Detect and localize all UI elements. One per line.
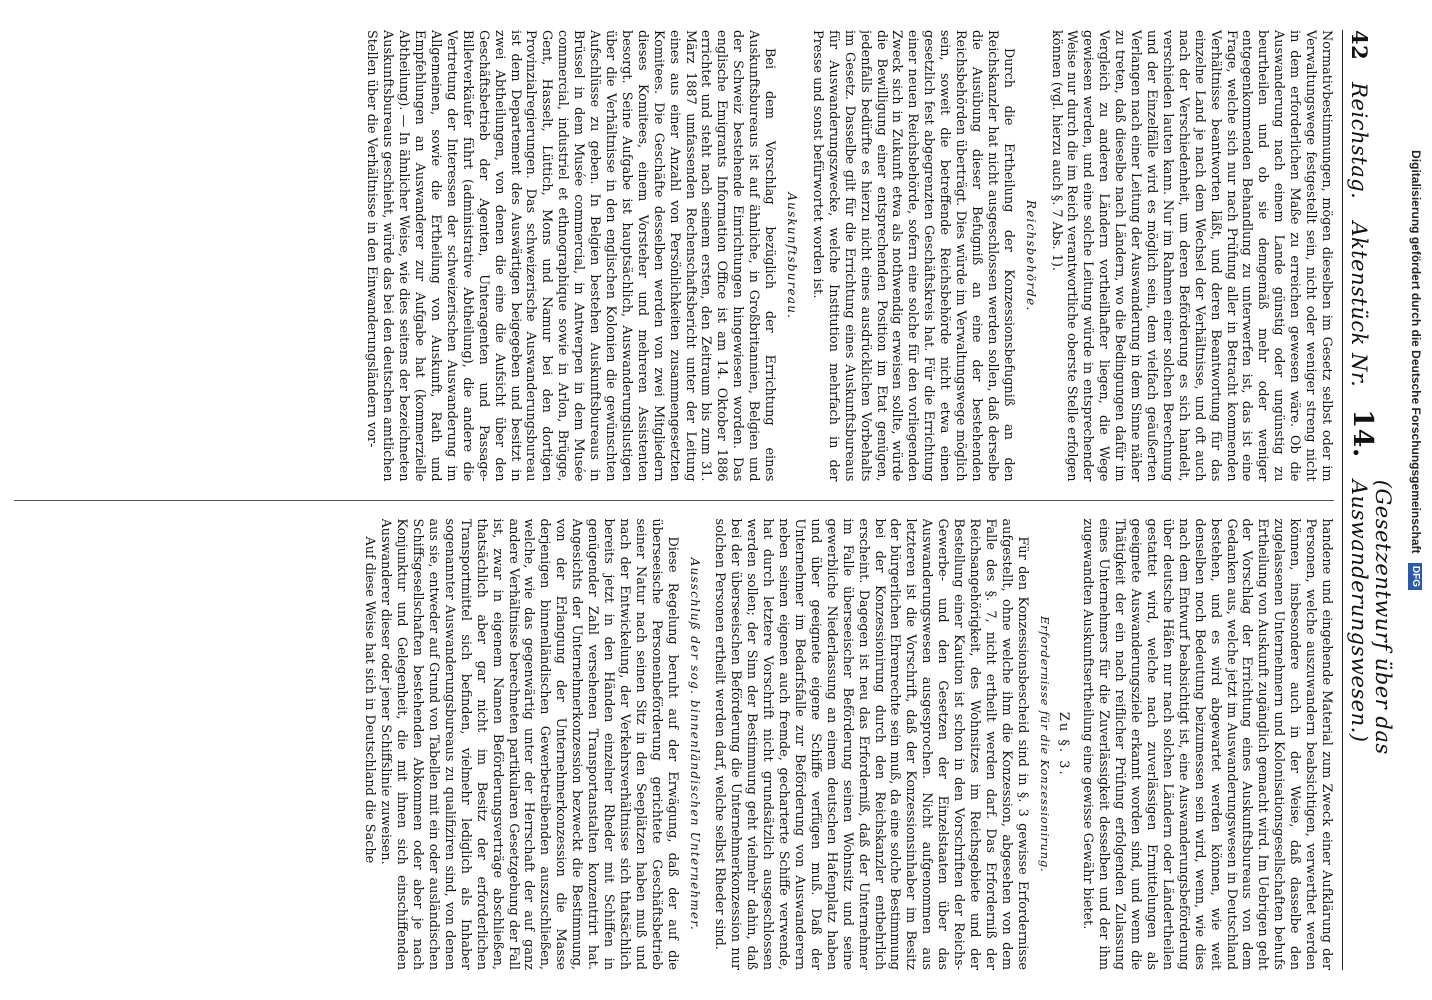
text-column-right: [14, 519, 1334, 971]
section-label: Aktenstück Nr.: [1347, 221, 1371, 388]
subheading: Erfordernisse für die Konzessionirung.: [1037, 615, 1052, 873]
body-paragraph: Für den Konzessionsbescheid sind in §. 3 gewisse Erfordernisse aufgestellt, ohne welche ihm die Konzession, abgesehen von dem Falle des §. 7, nicht ertheilt werden darf. Das Erforderniß der Reichsangehörigkeit, des Wohnsitzes im Reichsgebiete und der Bestellung einer Kaution ist schon in den Vorschriften der Reichs-Gewerbe- und den Gesetzen der Einzelstaaten über das Auswanderungswesen ausgesprochen. Nicht aufgenommen aus letzteren ist die Vorschrift, daß der Konzessionsinhaber im Besitz der bürgerlichen Ehrenrechte sein muß, da eine solche Bestimmung bei der Konzessionirung durch den Reichskanzler entbehrlich erscheint. Dagegen ist neu das Erforderniß, daß der Unternehmer im Falle überseeischer Beförderung seinen Wohnsitz und seine gewerbliche Niederlassung an einem deutschen Hafenplatz haben und über geeignete eigene Schiffe verfügen muß. Daß der Unternehmer im Bedarfsfalle zur Beförderung von Auswanderern neben seinen eigenen auch fremde, gecharterte Schiffe verwende, hat durch letztere Vorschrift nicht grundsätzlich ausgeschlossen werden sollen; der Sinn der Bestimmung geht vielmehr dahin, daß bei der überseeischen Beförderung die Unternehmerkonzession nur solchen Personen ertheilt werden darf, welche selbst Rheder sind.: [712, 518, 1030, 970]
body-paragraph: Normativbestimmungen, mögen dieselben im Gesetz selbst oder im Verwaltungswege festgestellt sein, nicht oder weniger streng nicht in dem erforderlichen Maße zu erreichen gewesen wäre. Ob die Auswanderung nach einem Lande günstig oder ungünstig zu beurtheilen und ob sie demgemäß mehr oder weniger entgegenkommenden Behandlung zu unterwerfen ist, das ist eine Frage, welche sich nur nach Prüfung aller in Betracht kommenden Verhältnisse beantworten läßt, und deren Beantwortung für das einzelne Land je nach dem Wechsel der Verhältnisse, und oft auch nach der Verschiedenheit, um deren Beförderung es sich handelt, verschieden lauten kann. Nur im Rahmen einer solchen Berechnung und der Einzelfälle wird es möglich sein, dem vielfach geäußerten Verlangen nach einer Leitung der Auswanderung in dem Sinne näher zu treten, daß dieselbe nach Ländern, wo die Bedingungen dafür im Vergleich zu anderen Ländern vortheilhafter liegen, die Wege gewiesen werden, und eine solche Leitung würde in entsprechender Weise nur durch die im Reich verantwortliche oberste Stelle erfolgen können (vgl. hierzu auch §. 7 Abs. 1).: [1048, 30, 1334, 482]
body-paragraph: Durch die Ertheilung der Konzessionsbefugniß an den Reichskanzler hat nicht ausgeschlossen werden sollen, daß derselbe die Ausübung dieser Befugniß an eine der bestehenden Reichsbehörden überträgt. Dies würde im Verwaltungswege möglich sein, soweit die betreffende Reichsbehörde nicht etwa einen gesetzlich fest abgegrenzten Geschäftskreis hat. Für die Errichtung einer neuen Reichsbehörde, sofern eine solche für den vorliegenden Zweck sich in Zukunft etwa als nothwendig erweisen sollte, würde die Bewilligung einer entsprechenden Position im Etat genügen, jedenfalls bedürfte es hierzu nicht eines ausdrücklichen Vorbehalts im Gesetz. Dasselbe gilt für die Errichtung eines Auskunftsbureaus für Auswanderungszwecke, welche Institution mehrfach in der Presse und sonst befürwortet worden ist.: [809, 30, 1016, 482]
document-number: 14.: [1347, 409, 1378, 458]
body-paragraph: Bei dem Vorschlag bezüglich der Errichtung eines Auskunftsbureaus ist auf ähnliche, in Großbritannien, Belgien und der Schweiz bestehende Einrichtungen hingewiesen worden. Das englische Emigrants Information Office ist am 14. Oktober 1886 errichtet und steht nach seinem ersten, den Zeitraum bis zum 31. März 1887 umfassenden Rechenschaftsbericht unter der Leitung eines aus einer Anzahl von Persönlichkeiten zusammengesetzten Komitees. Die Geschäfte desselben werden von zwei Mitgliedern dieses Komitees, einem Vorsteher und mehreren Assistenten besorgt. Seine Aufgabe ist hauptsächlich, Auswanderungslustigen über die Verhältnisse in den englischen Kolonien die gewünschten Aufschlüsse zu geben. In Belgien bestehen Auskunftsbureaus in Brüssel in dem Musée commercial, in Antwerpen in dem Musée commercial, industriel et ethnographique sowie in Arlon, Brügge, Gent, Hasselt, Lüttich, Mons und Namur bei den dortigen Provinzialregierungen. Das schweizerische Auswanderungsbureau ist dem Departement des Auswärtigen beigegeben und besitzt in zwei Abtheilungen, von denen die eine die Aufsicht über den Geschäftsbetrieb der Agenten, Unteragenten und Passage-Billetverkäufer führt (administrative Abtheilung), die andere die Vertretung der Interessen der schweizerischen Auswanderung im Allgemeinen, sowie die Ertheilung von Auskunft, Rath und Empfehlungen an Auswanderer zur Aufgabe hat (kommerzielle Abtheilung). — In ähnlicher Weise, wie dies seitens der bezeichneten Auskunftsbureaus geschieht, würde das bei den deutschen amtlichen Stellen über die Verhältnisse in den Einwanderungsländern vor-: [364, 30, 778, 482]
body-paragraph: handene und eingehende Material zum Zweck einer Aufklärung der Personen, welche auszuwandern beabsichtigen, verwerthet werden können, insbesondere auch in der Weise, daß dasselbe den zugelassenen Unternehmern und Kolonisationsgesellschaften behufs Ertheilung von Auskunft zugänglich gemacht wird. Im Uebrigen geht der Vorschlag der Errichtung eines Auskunftsbureaus von dem Gedanken aus, welche jetzt im Auswanderungswesen in Deutschland bestehen, und es wird abgewartet werden können, wie weit denselben noch Bedeutung beizumessen sein wird, wenn, wie dies nach dem Entwurf beabsichtigt ist, eine Auswanderungsbeförderung über deutsche Häfen nur nach solchen Ländern oder Ländertheilen gestattet wird, welche nach zuverlässigen Ermittelungen als geeignete Auswanderungsziele erkannt worden sind, und wenn die Thätigkeit der ein nach reiflicher Prüfung erfolgenden Zulassung eines Unternehmers für die Zuverlässigkeit desselben und der ihm zugewandten Auskunftsertheilung eine gewisse Gewähr bietet.: [1080, 518, 1334, 970]
dfg-logo: DFG: [1408, 563, 1422, 590]
section-heading: Reichsbehörde.: [1023, 200, 1038, 312]
page-number: 42: [1347, 30, 1372, 61]
dfg-attribution: [1403, 10, 1429, 590]
body-paragraph: Diese Regelung beruht auf der Erwägung, daß der auf die überseeische Personenbeförderung gerichtete Geschäftsbetrieb seiner Natur nach seinen Sitz in den Seeplätzen haben muß und nach der Entwickelung, der Verkehrsverhältnisse sich thatsächlich bereits jetzt in den Händen einzelner Rheder mit Schiffen in genügender Zahl versehenen Transportanstalten konzentrirt hat. Angesichts der Unternehmerkonzession bezweckt die Bestimmung, von der Erlangung der Unternehmerkonzession die Masse derjenigen binnenländischen Gewerbetreibenden auszuschließen, welche, wie das gegenwärtig unter der Herrschaft der auf ganz andere Verhältnisse berechneten partikularen Gesetzgebung der Fall ist, zwar in eigenem Namen Beförderungsverträge abschließen, thatsächlich aber gar nicht im Besitz der erforderlichen Transportmittel sich befinden, vielmehr lediglich als Inhaber sogenannter Auswanderungsbureaus zu qualifiziren sind, von denen aus sie, entweder auf Grund von Tabellen mit ein oder ausländischen Schiffsgesellschaften bestehenden Abkommen oder aber je nach Konjunktur und Gelegenheit, die mit ihnen sich einschiffenden Auswanderer dieser oder jener Schiffslinie zuweisen.: [378, 518, 680, 970]
section-heading: Auskunftsbureau.: [785, 192, 799, 320]
column-divider: [14, 500, 1334, 501]
publisher-label: Reichstag.: [1347, 82, 1371, 200]
dfg-attribution-text: Digitalisierung gefördert durch die Deutsche Forschungsgemeinschaft: [1409, 150, 1423, 554]
dfg-attribution-strip: [1403, 10, 1429, 590]
section-heading: Ausschluß der sog. binnenländischen Unternehmer.: [687, 557, 702, 931]
paragraph-heading: Zu §. 3.: [1056, 711, 1072, 777]
page-header: [1342, 30, 1395, 970]
text-column-left: [14, 30, 1334, 482]
body-paragraph: Auf diese Weise hat sich in Deutschland die Sache: [362, 536, 378, 864]
text-columns: [14, 30, 1334, 970]
document-title: (Gesetzentwurf über das Auswanderungswesen.): [1347, 479, 1395, 755]
